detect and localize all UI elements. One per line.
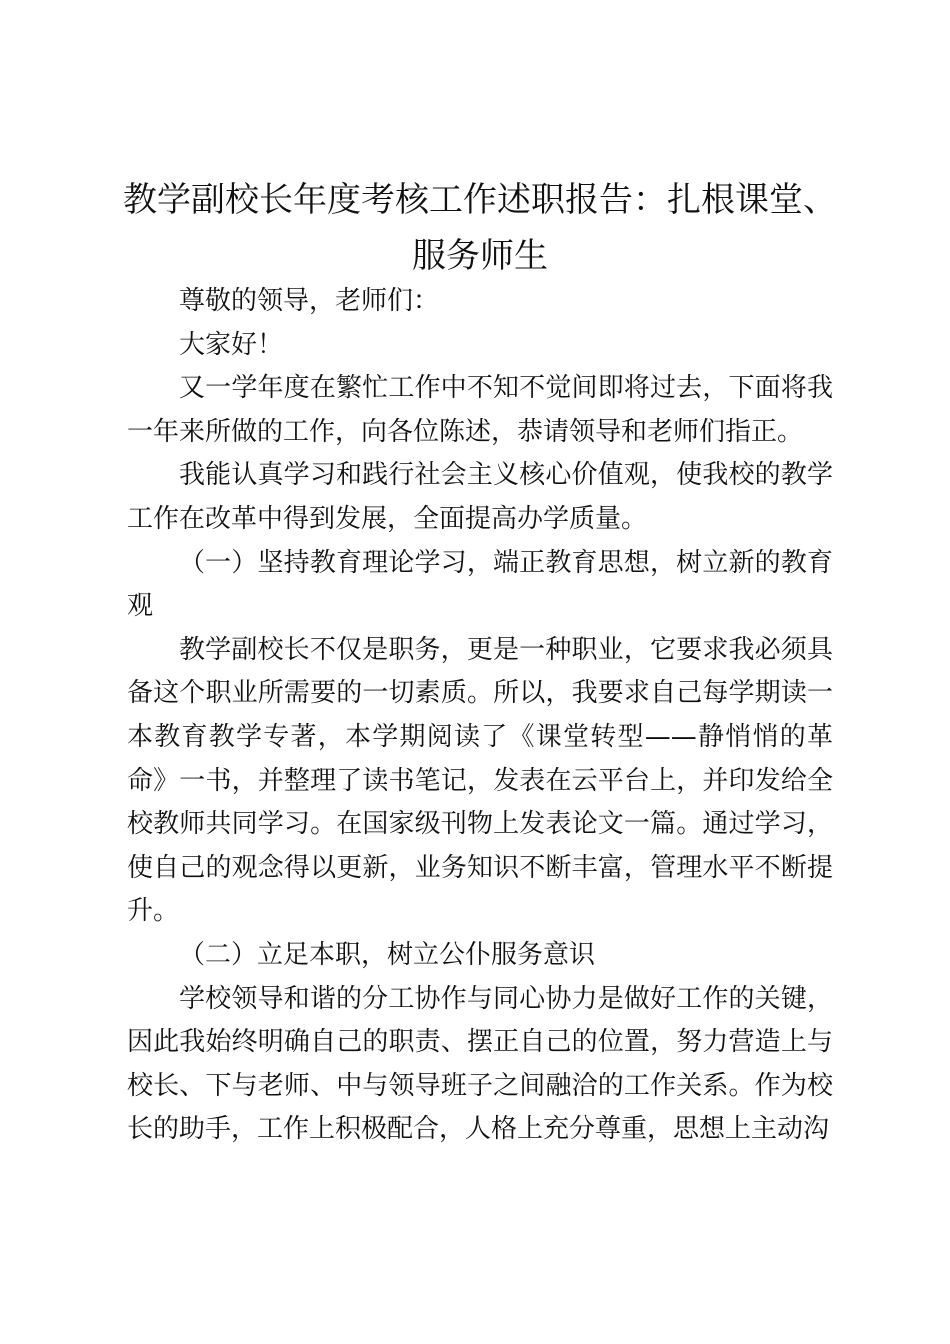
paragraph-study: 教学副校长不仅是职务，更是一种职业，它要求我必须具备这个职业所需要的一切素质。所以，我要求自己每学期读一本教育教学专著，本学期阅读了《课堂转型——静悄悄的革命》一书，并整理了读书笔记，发表在云平台上，并印发给全校教师共同学习。在国家级刊物上发表论文一篇。通过学习，使自己的观念得以更新，业务知识不断丰富，管理水平不断提升。 — [127, 634, 833, 927]
paragraph-greeting: 大家好！ — [179, 329, 284, 360]
paragraph-intro: 又一学年度在繁忙工作中不知不觉间即将过去，下面将我一年来所做的工作，向各位陈述，恭请领导和老师们指正。 — [127, 373, 833, 447]
section-heading-2: （二）立足本职，树立公仆服务意识 — [179, 939, 596, 970]
paragraph-values: 我能认真学习和践行社会主义核心价值观，使我校的教学工作在改革中得到发展，全面提高办学质量。 — [127, 460, 833, 534]
paragraph-salutation: 尊敬的领导，老师们： — [179, 286, 440, 316]
document-body — [127, 280, 833, 1152]
section-heading-1: （一）坚持教育理论学习，端正教育思想，树立新的教育观 — [127, 547, 833, 622]
document-title: 教学副校长年度考核工作述职报告：扎根课堂、服务师生 — [123, 180, 837, 276]
paragraph-cooperation: 学校领导和谐的分工协作与同心协力是做好工作的关键，因此我始终明确自己的职责、摆正自己的位置，努力营造上与校长、下与老师、中与领导班子之间融洽的工作关系。作为校长的助手，工作上积极配合，人格上充分尊重，思想上主动沟 — [127, 983, 833, 1145]
